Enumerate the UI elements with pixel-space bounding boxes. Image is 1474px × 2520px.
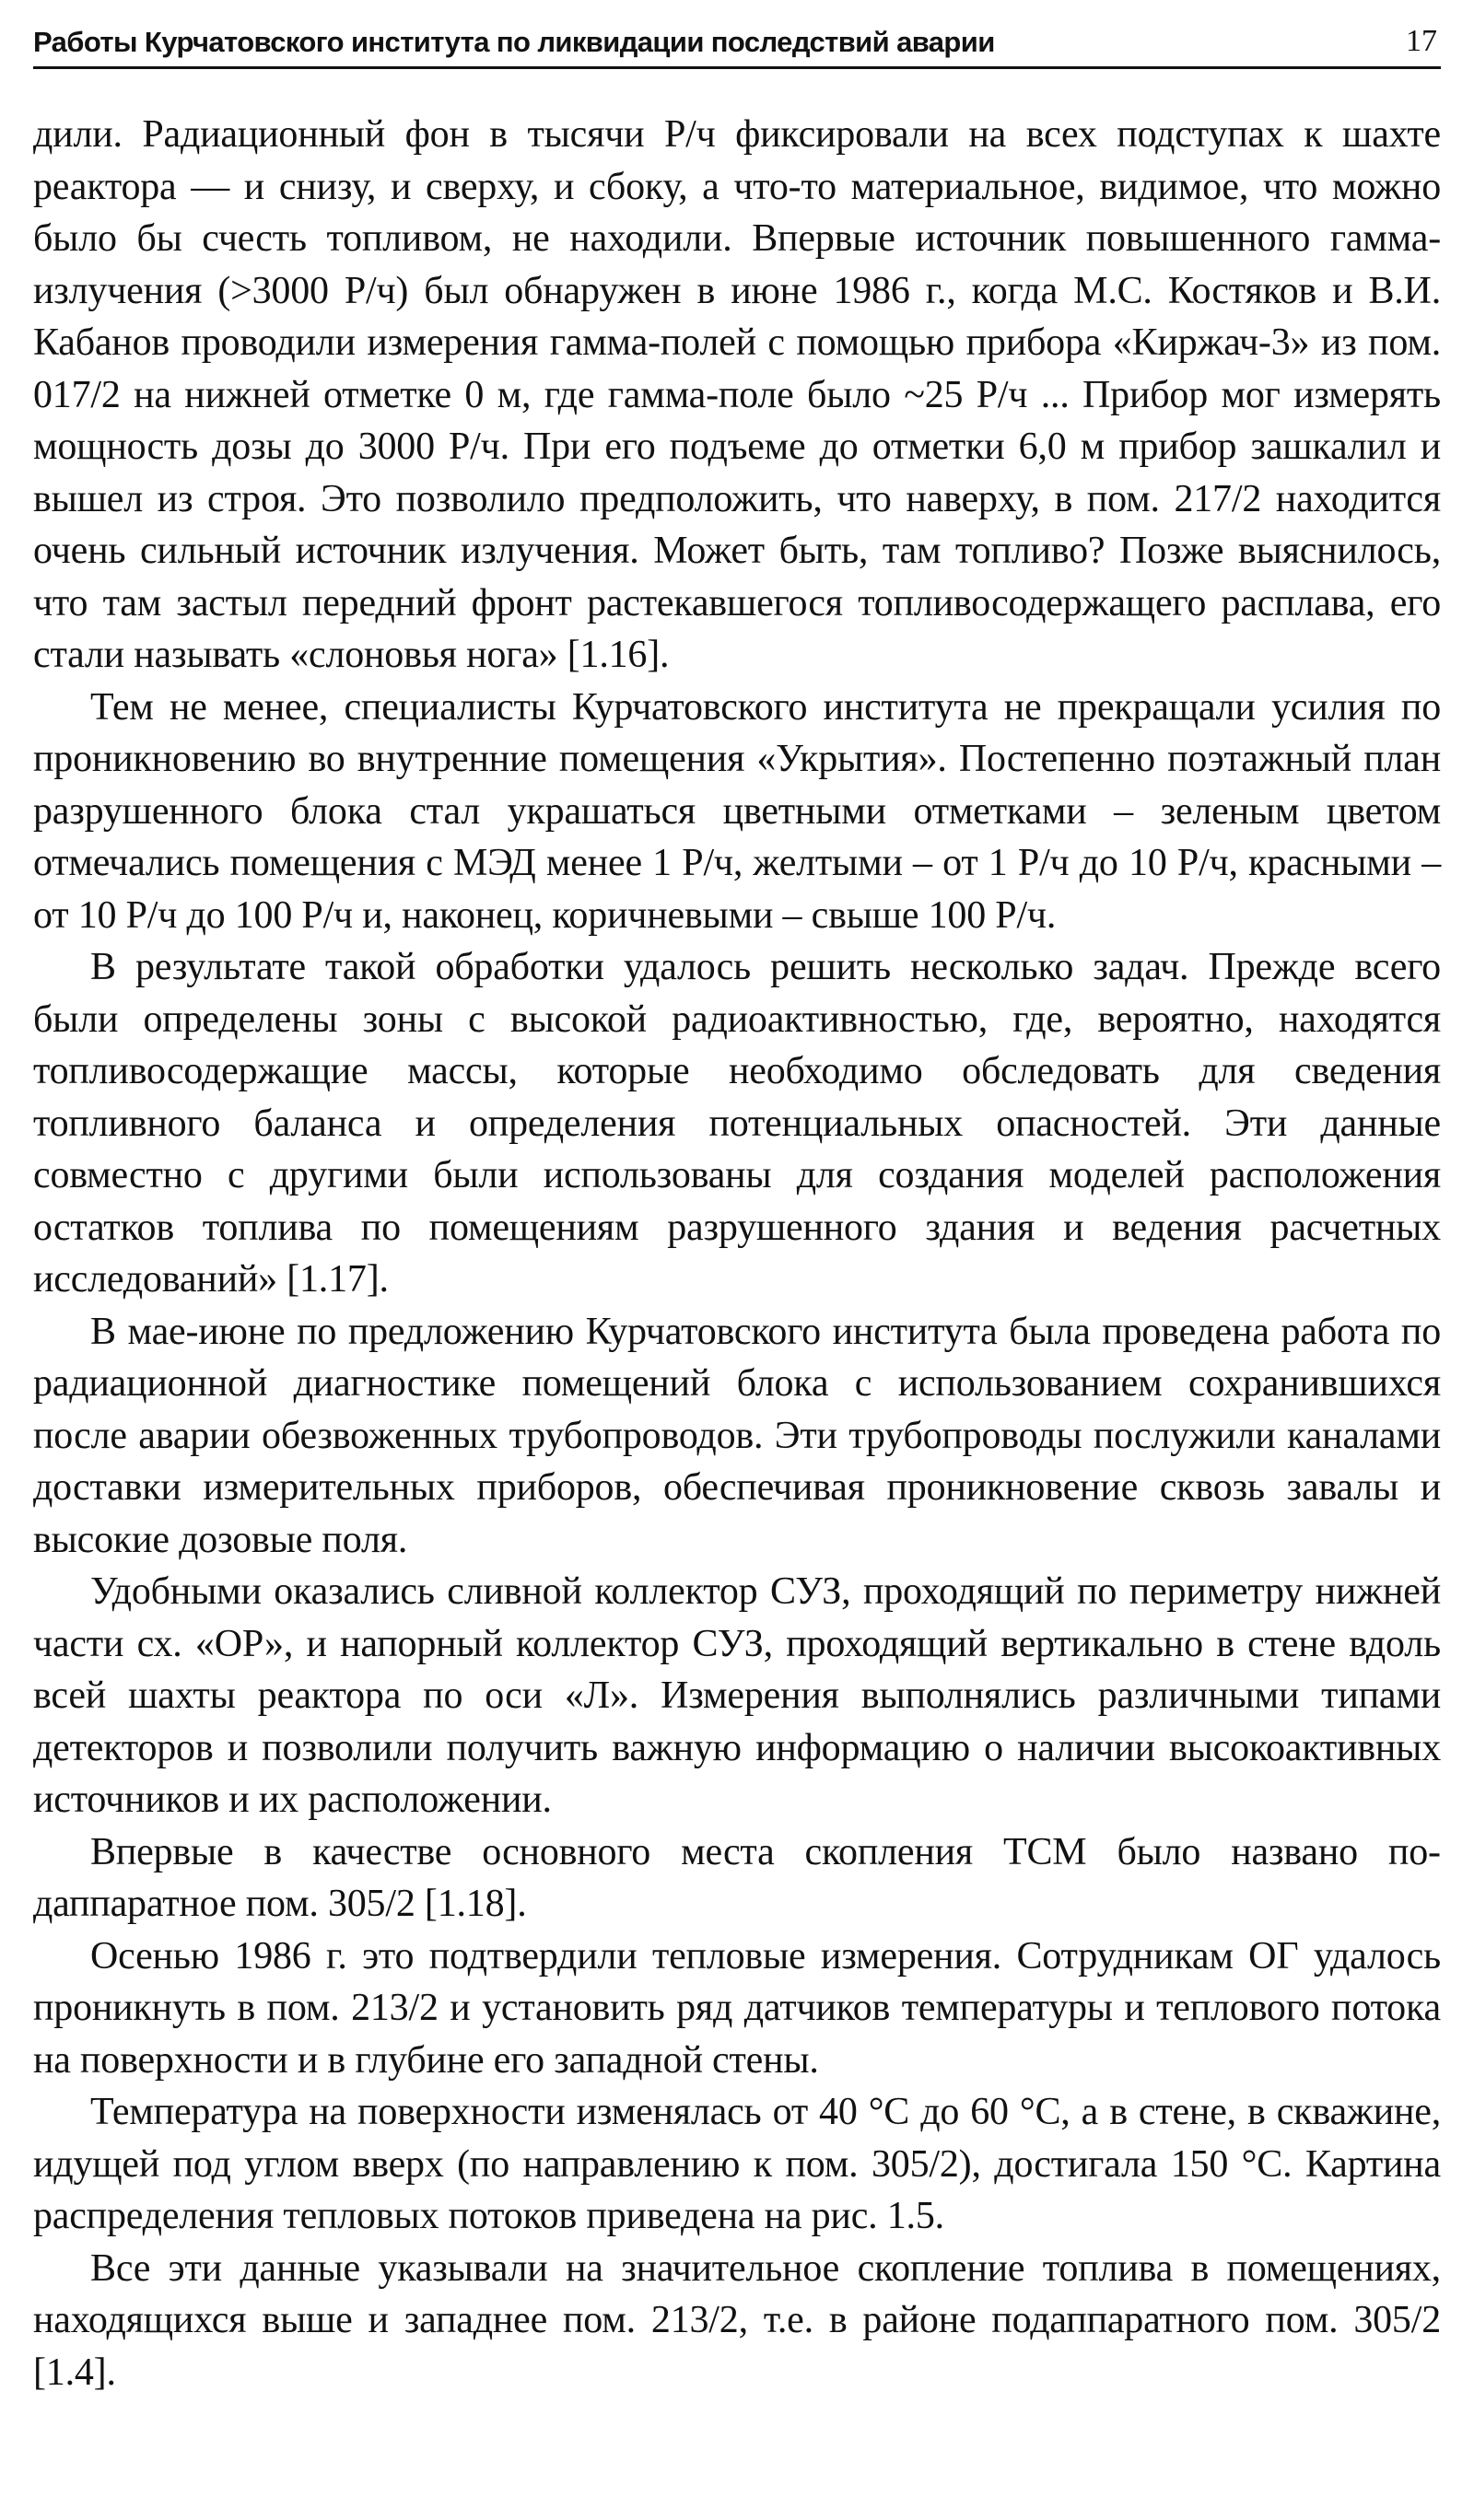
body-text — [33, 109, 1441, 2398]
running-title: Работы Курчатовского института по ликвидации последствий аварии — [33, 26, 995, 58]
book-page — [33, 0, 1441, 2520]
running-header — [33, 20, 1441, 69]
paragraph: Впервые в качестве основного места скопления ТСМ было названо подаппаратное пом. 305/2 [1.18]. — [33, 1830, 1441, 1925]
paragraph: В мае-июне по предложению Курчатовского института была проведена работа по радиационной диагностике помещений блока с использованием сохранившихся после аварии обезвоженных трубопроводов. Эти трубопроводы послужили каналами доставки измерительных приборов, обеспечивая проникновение сквозь завалы и высокие дозовые поля. — [33, 1310, 1441, 1561]
paragraph: Тем не менее, специалисты Курчатовского института не прекращали усилия по проникновению во внутренние помещения «Укрытия». Постепенно поэтажный план разрушенного блока стал украшаться цветными отметками – зеленым цветом отмечались помещения с МЭД менее 1 Р/ч, желтыми – от 1 Р/ч до 10 Р/ч, красными – от 10 Р/ч до 100 Р/ч и, наконец, коричневыми – свыше 100 Р/ч. — [33, 685, 1441, 937]
paragraph: Все эти данные указывали на значительное скопление топлива в помещениях, находящихся выше и западнее пом. 213/2, т.е. в районе подаппаратного пом. 305/2 [1.4]. — [33, 2246, 1441, 2394]
paragraph: Удобными оказались сливной коллектор СУЗ, проходящий по периметру нижней части сх. «ОР», и напорный коллектор СУЗ, проходящий вертикально в стене вдоль всей шахты реактора по оси «Л». Измерения выполнялись различными типами детекторов и позволили получить важную информацию о наличии высокоактивных источников и их расположении. — [33, 1570, 1441, 1821]
paragraph: Осенью 1986 г. это подтвердили тепловые измерения. Сотрудникам ОГ удалось проникнуть в пом. 213/2 и установить ряд датчиков температуры и теплового потока на поверхности и в глубине его западной стены. — [33, 1934, 1441, 2082]
paragraph-continued: дили. Радиационный фон в тысячи Р/ч фиксировали на всех подступах к шахте реактора — и снизу, и сверху, и сбоку, а что-то материальное, видимое, что можно было бы счесть топливом, не находили. Впервые источник повышенного гамма-излучения (>3000 Р/ч) был обнаружен в июне 1986 г., когда М.С. Костяков и В.И. Кабанов проводили измерения гамма-полей с помощью прибора «Киржач-3» из пом. 017/2 на нижней отметке 0 м, где гамма-поле было ~25 Р/ч ... Прибор мог измерять мощность дозы до 3000 Р/ч. При его подъеме до отметки 6,0 м прибор зашкалил и вышел из строя. Это позволило предположить, что наверху, в пом. 217/2 находится очень сильный источник излучения. Может быть, там топливо? Позже выяснилось, что там застыл передний фронт растекавшегося топливосодержащего расплава, его стали называть «слоновья нога» [1.16]. — [33, 113, 1441, 676]
paragraph: В результате такой обработки удалось решить несколько задач. Прежде всего были определены зоны с высокой радиоактивностью, где, вероятно, находятся топливосодержащие массы, которые необходимо обследовать для сведения топливного баланса и определения потенциальных опасностей. Эти данные совместно с другими были использованы для создания моделей расположения остатков топлива по помещениям разрушенного здания и ведения расчетных исследований» [1.17]. — [33, 946, 1441, 1301]
page-number: 17 — [1406, 24, 1437, 58]
paragraph: Температура на поверхности изменялась от 40 °С до 60 °С, а в стене, в скважине, идущей под углом вверх (по направлению к пом. 305/2), достигала 150 °С. Картина распределения тепловых потоков приведена на рис. 1.5. — [33, 2091, 1441, 2237]
